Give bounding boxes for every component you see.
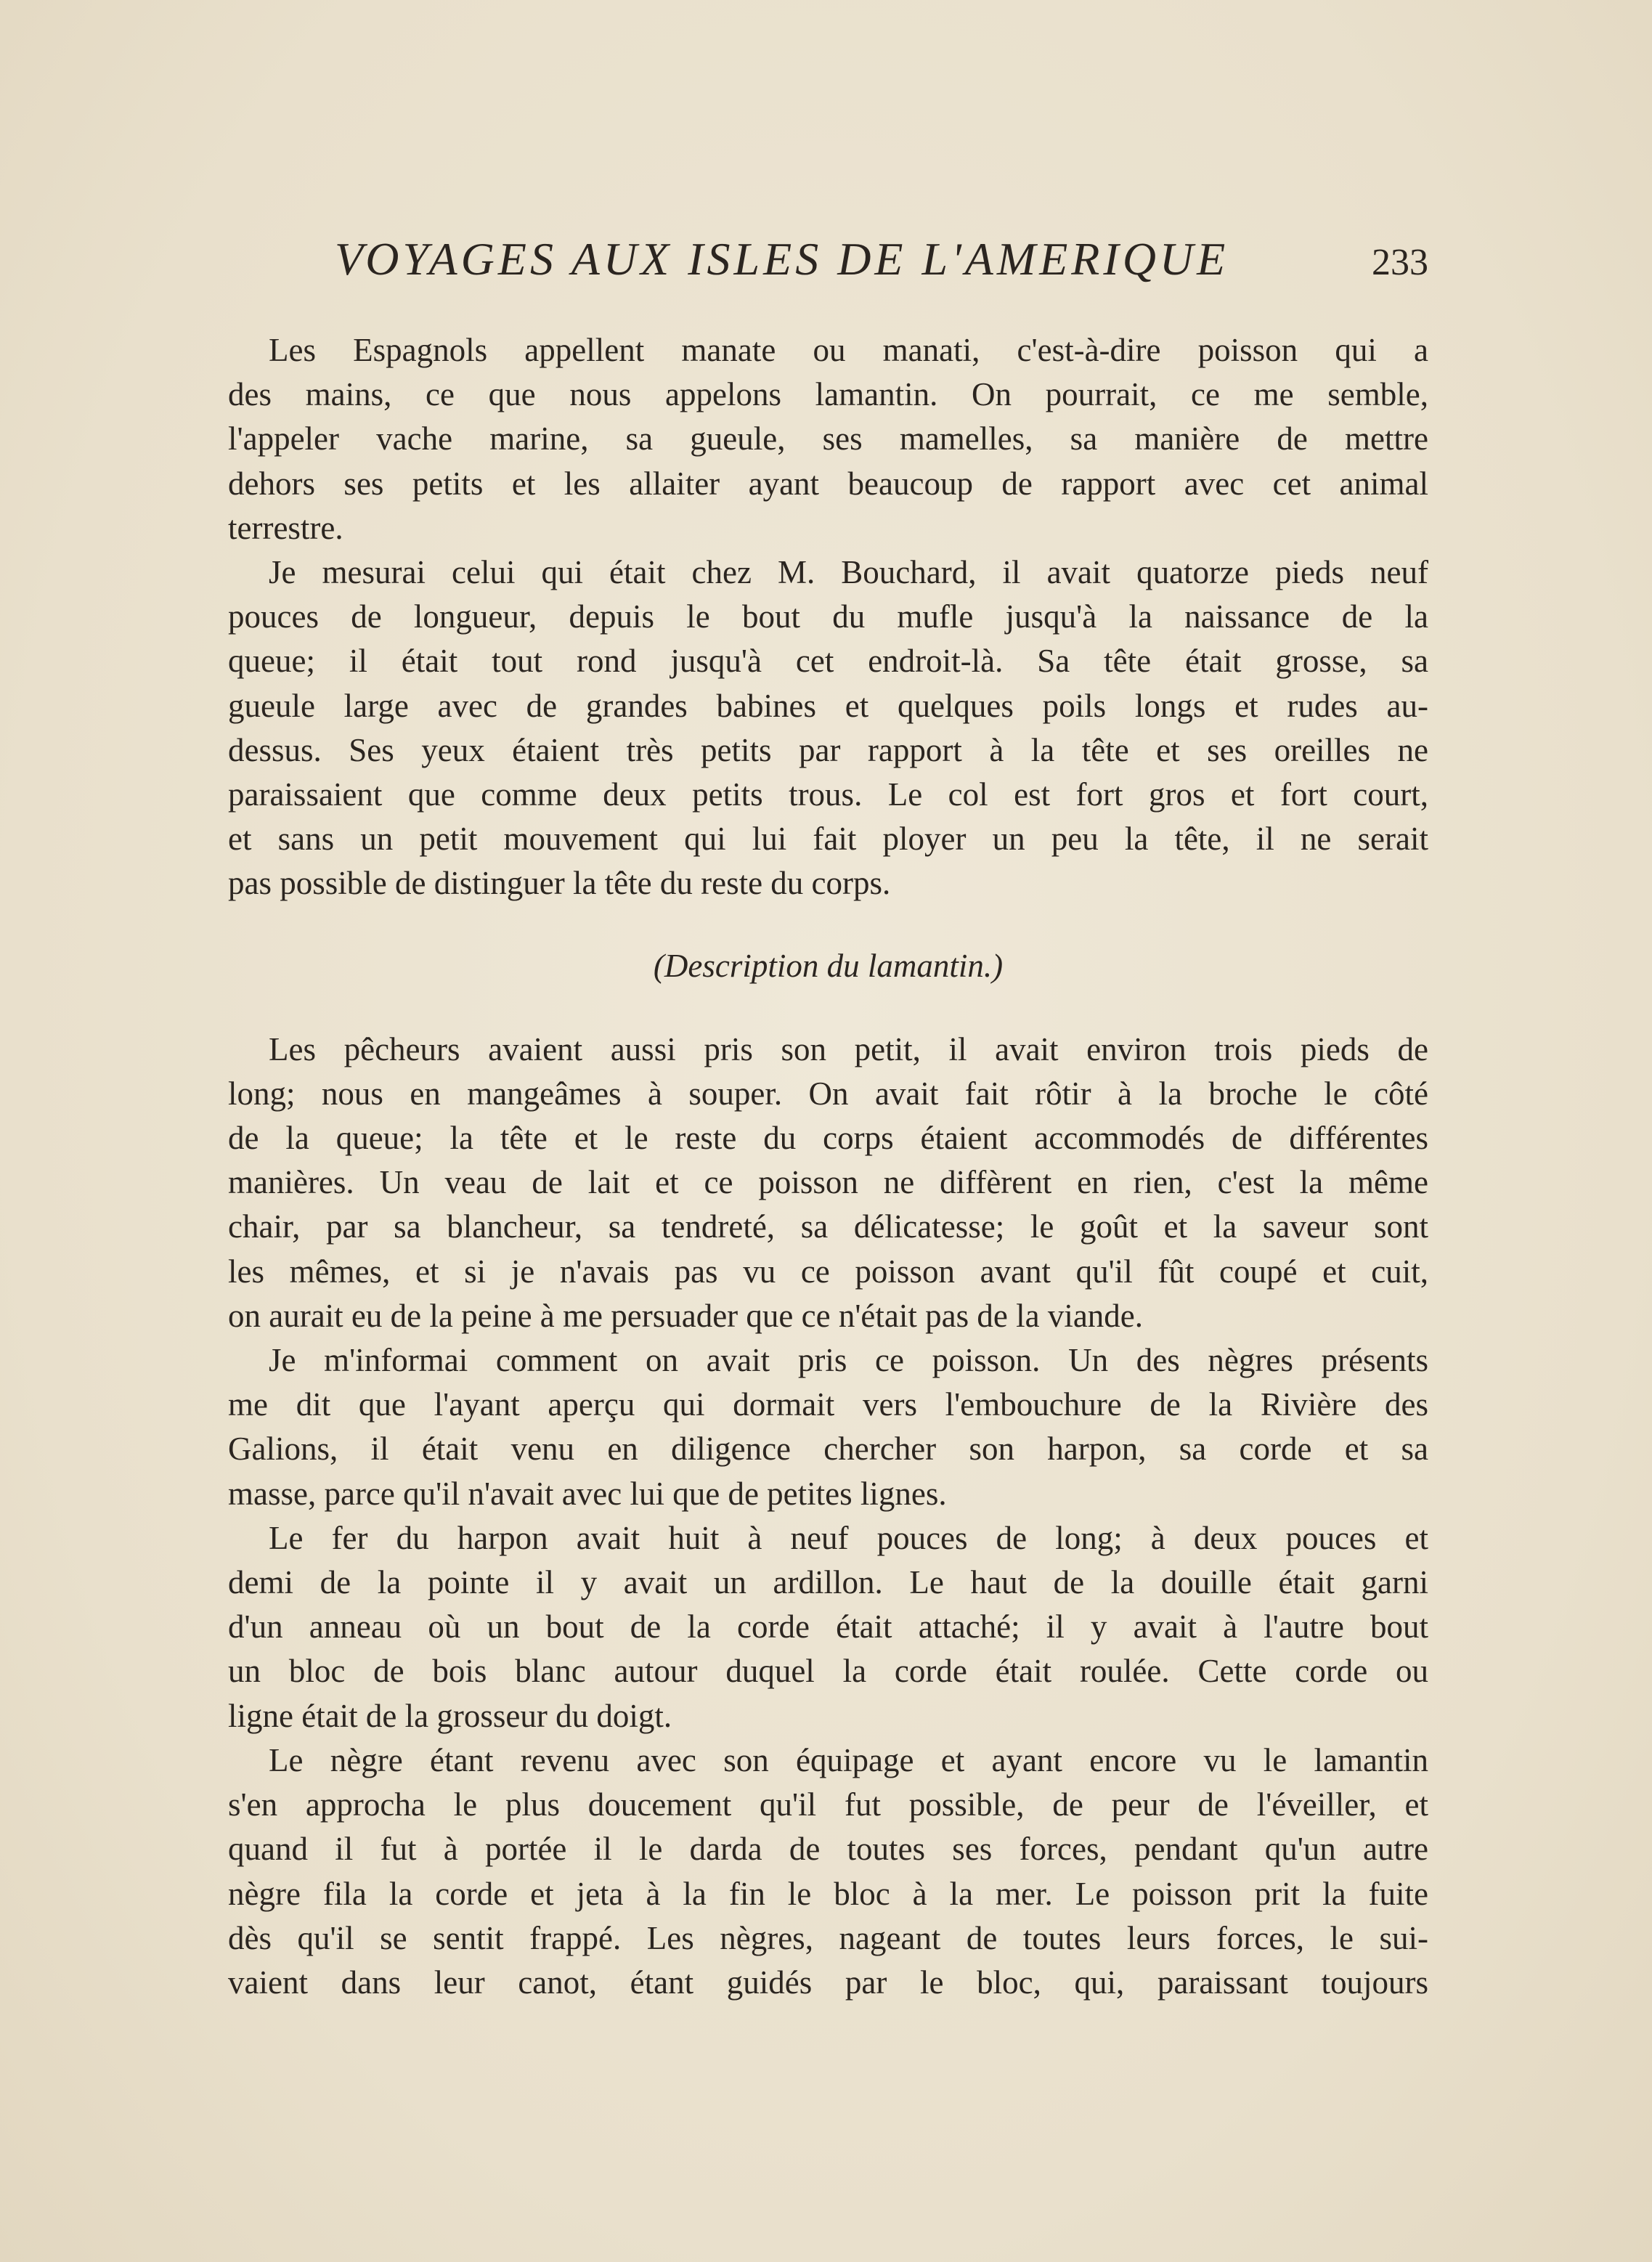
text-line: pas possible de distinguer la tête du reste du corps.: [228, 865, 891, 902]
paragraph: [228, 1738, 1428, 2005]
text-line: l'appeler vache marine, sa gueule, ses mamelles, sa manière de mettre: [228, 420, 1428, 457]
text-line: dès qu'il se sentit frappé. Les nègres, nageant de toutes leurs forces, le sui-: [228, 1919, 1428, 1956]
text-line: Je mesurai celui qui était chez M. Bouchard, il avait quatorze pieds neuf: [269, 554, 1428, 591]
text-line: me dit que l'ayant aperçu qui dormait vers l'embouchure de la Rivière des: [228, 1386, 1428, 1423]
text-line: terrestre.: [228, 509, 343, 546]
text-line: demi de la pointe il y avait un ardillon. Le haut de la douille était garni: [228, 1564, 1428, 1601]
text-line: dessus. Ses yeux étaient très petits par rapport à la tête et ses oreilles ne: [228, 731, 1428, 768]
text-line: des mains, ce que nous appelons lamantin. On pourrait, ce me semble,: [228, 376, 1428, 413]
text-line: vaient dans leur canot, étant guidés par le bloc, qui, paraissant toujours: [228, 1964, 1428, 2001]
text-line: s'en approcha le plus doucement qu'il fut possible, de peur de l'éveiller, et: [228, 1786, 1428, 1823]
text-line: et sans un petit mouvement qui lui fait ployer un peu la tête, il ne serait: [228, 821, 1428, 858]
text-line: on aurait eu de la peine à me persuader que ce n'était pas de la viande.: [228, 1297, 1144, 1334]
text-line: Le fer du harpon avait huit à neuf pouces de long; à deux pouces et: [269, 1519, 1428, 1556]
text-line: un bloc de bois blanc autour duquel la corde était roulée. Cette corde ou: [228, 1653, 1428, 1690]
paragraph: [228, 328, 1428, 550]
text-line: Je m'informai comment on avait pris ce poisson. Un des nègres présents: [269, 1342, 1428, 1379]
text-line: manières. Un veau de lait et ce poisson ne diffèrent en rien, c'est la même: [228, 1164, 1428, 1201]
text-line: Galions, il était venu en diligence chercher son harpon, sa corde et sa: [228, 1431, 1428, 1468]
text-line: dehors ses petits et les allaiter ayant beaucoup de rapport avec cet animal: [228, 465, 1428, 502]
text-line: chair, par sa blancheur, sa tendreté, sa délicatesse; le goût et la saveur sont: [228, 1208, 1428, 1245]
text-line: de la queue; la tête et le reste du corps étaient accommodés de différentes: [228, 1120, 1428, 1157]
text-line: long; nous en mangeâmes à souper. On avait fait rôtir à la broche le côté: [228, 1075, 1428, 1112]
text-line: paraissaient que comme deux petits trous. Le col est fort gros et fort court,: [228, 776, 1428, 813]
text-line: ligne était de la grosseur du doigt.: [228, 1697, 672, 1734]
text-line: nègre fila la corde et jeta à la fin le bloc à la mer. Le poisson prit la fuite: [228, 1875, 1428, 1912]
text-line: gueule large avec de grandes babines et quelques poils longs et rudes au-: [228, 687, 1428, 724]
paragraph: [228, 1028, 1428, 1338]
text-line: pouces de longueur, depuis le bout du mufle jusqu'à la naissance de la: [228, 598, 1428, 635]
section-heading: (Description du lamantin.): [653, 947, 1004, 984]
page-number: 233: [1372, 242, 1428, 283]
text-line: Les pêcheurs avaient aussi pris son petit, il avait environ trois pieds de: [269, 1030, 1428, 1067]
page-body: [228, 328, 1428, 2005]
running-header: [335, 232, 1428, 298]
paragraph: [228, 1516, 1428, 1738]
paragraph: [228, 550, 1428, 906]
running-title: VOYAGES AUX ISLES DE L'AMERIQUE: [335, 233, 1229, 285]
text-line: les mêmes, et si je n'avais pas vu ce poisson avant qu'il fût coupé et cuit,: [228, 1253, 1428, 1290]
text-line: queue; il était tout rond jusqu'à cet endroit-là. Sa tête était grosse, sa: [228, 643, 1428, 680]
text-line: d'un anneau où un bout de la corde était attaché; il y avait à l'autre bout: [228, 1608, 1428, 1645]
text-line: Le nègre étant revenu avec son équipage et ayant encore vu le lamantin: [269, 1741, 1428, 1778]
text-line: masse, parce qu'il n'avait avec lui que de petites lignes.: [228, 1475, 947, 1512]
text-line: Les Espagnols appellent manate ou manati, c'est-à-dire poisson qui a: [269, 332, 1428, 368]
paragraph: [228, 1338, 1428, 1516]
text-line: quand il fut à portée il le darda de toutes ses forces, pendant qu'un autre: [228, 1831, 1428, 1868]
